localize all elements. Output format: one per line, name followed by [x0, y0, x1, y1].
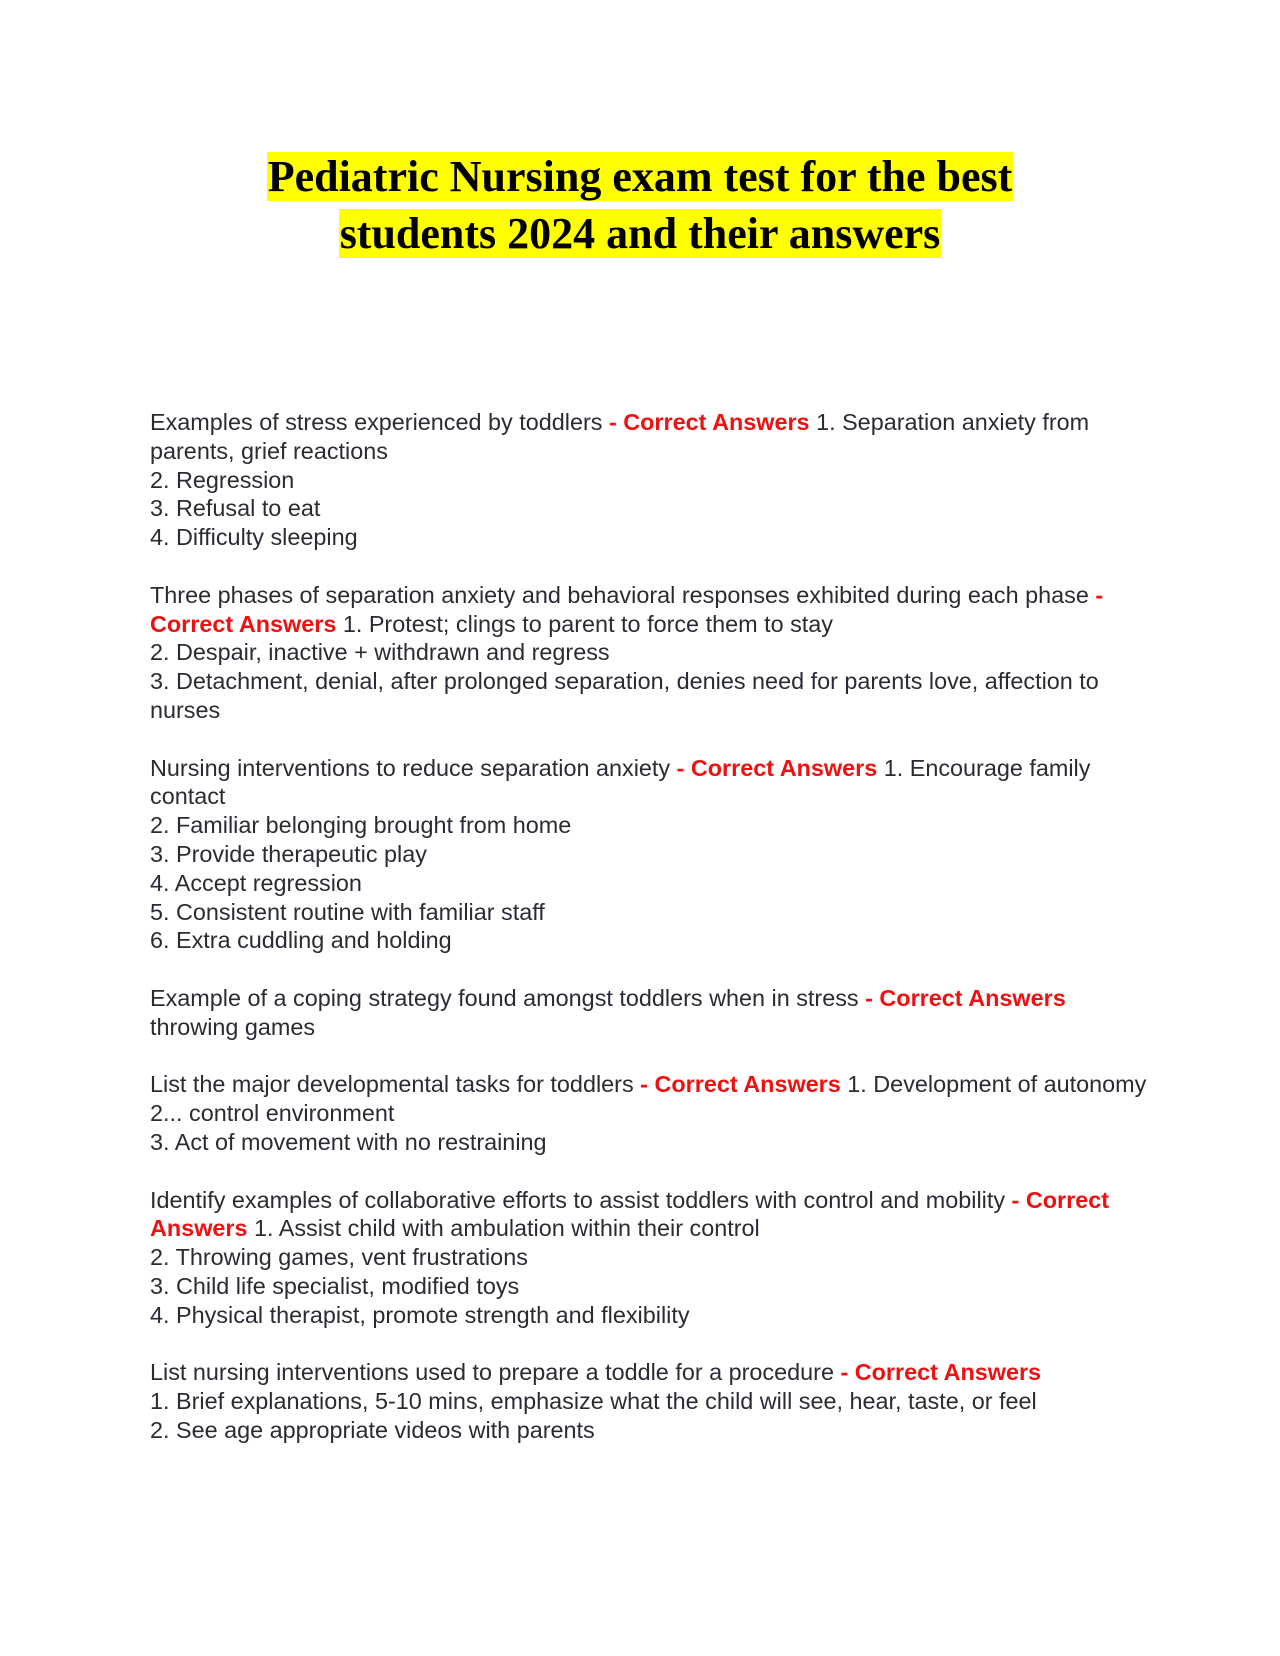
- correct-answers-label: - Correct Answers: [608, 409, 810, 435]
- answer-line: 3. Refusal to eat: [150, 495, 321, 522]
- answer-text: throwing games: [150, 1013, 316, 1040]
- qa-item: [150, 984, 1150, 1042]
- answer-line: 3. Provide therapeutic play: [150, 840, 427, 867]
- answer-line: 2. Throwing games, vent frustrations: [150, 1244, 528, 1271]
- qa-question-line: [150, 1358, 1150, 1387]
- qa-item: [150, 408, 1150, 552]
- qa-item: [150, 581, 1150, 725]
- answer-line: 2... control environment: [150, 1100, 395, 1127]
- answer-line: 3. Act of movement with no restraining: [150, 1128, 547, 1155]
- question-text: Nursing interventions to reduce separation anxiety: [150, 754, 671, 781]
- question-text: Examples of stress experienced by toddlers: [150, 409, 603, 435]
- answer-line: 6. Extra cuddling and holding: [150, 927, 452, 954]
- answer-line: 2. Despair, inactive + withdrawn and regress: [150, 639, 610, 666]
- title-line-1: Pediatric Nursing exam test for the best: [267, 152, 1013, 201]
- qa-item: [150, 754, 1150, 956]
- correct-answers-label: - Correct Answers: [865, 984, 1066, 1011]
- correct-answers-label: - Correct Answers: [676, 754, 878, 781]
- question-text: List the major developmental tasks for toddlers: [150, 1071, 634, 1098]
- correct-answers-label: - Correct Answers: [150, 581, 1104, 637]
- answer-line: 2. See age appropriate videos with parents: [150, 1416, 595, 1443]
- question-text: Example of a coping strategy found amongst toddlers when in stress: [150, 984, 859, 1011]
- answer-line: 4. Physical therapist, promote strength and flexibility: [150, 1301, 690, 1328]
- qa-question-line: [150, 1070, 1150, 1099]
- qa-question-line: [150, 408, 1150, 466]
- answer-line: 5. Consistent routine with familiar staff: [150, 898, 545, 925]
- answer-text: 1. Separation anxiety from parents, grief reactions: [150, 409, 1090, 464]
- answer-text: 1. Development of autonomy: [847, 1071, 1147, 1098]
- answer-text: 1. Assist child with ambulation within their control: [254, 1215, 760, 1242]
- qa-question-line: [150, 754, 1150, 812]
- qa-question-line: [150, 581, 1150, 639]
- question-text: Three phases of separation anxiety and behavioral responses exhibited during each phase: [150, 581, 1089, 608]
- answer-line: 2. Regression: [150, 466, 295, 493]
- qa-item: [150, 1070, 1150, 1156]
- answer-line: 4. Difficulty sleeping: [150, 524, 358, 551]
- qa-question-line: [150, 1186, 1150, 1244]
- question-text: List nursing interventions used to prepare a toddle for a procedure: [150, 1359, 834, 1386]
- correct-answers-label: - Correct Answers: [840, 1359, 1042, 1386]
- qa-item: [150, 1358, 1150, 1444]
- answer-line: 3. Child life specialist, modified toys: [150, 1272, 520, 1299]
- correct-answers-label: - Correct Answers: [150, 1186, 1110, 1242]
- qa-item: [150, 1186, 1150, 1330]
- qa-list: [150, 408, 1150, 1473]
- question-text: Identify examples of collaborative efforts to assist toddlers with control and mobility: [150, 1186, 1006, 1213]
- answer-line: 3. Detachment, denial, after prolonged separation, denies need for parents love, affection to nurses: [150, 668, 1099, 723]
- answer-line: 2. Familiar belonging brought from home: [150, 812, 572, 839]
- document-title: [0, 148, 1280, 262]
- answer-line: 1. Brief explanations, 5-10 mins, emphasize what the child will see, hear, taste, or feel: [150, 1388, 1037, 1415]
- title-line-2: students 2024 and their answers: [339, 209, 941, 258]
- answer-text: 1. Protest; clings to parent to force them to stay: [342, 610, 833, 637]
- qa-question-line: [150, 984, 1150, 1042]
- answer-text: 1. Encourage family contact: [150, 754, 1091, 810]
- correct-answers-label: - Correct Answers: [640, 1071, 841, 1098]
- answer-line: 4. Accept regression: [150, 869, 362, 896]
